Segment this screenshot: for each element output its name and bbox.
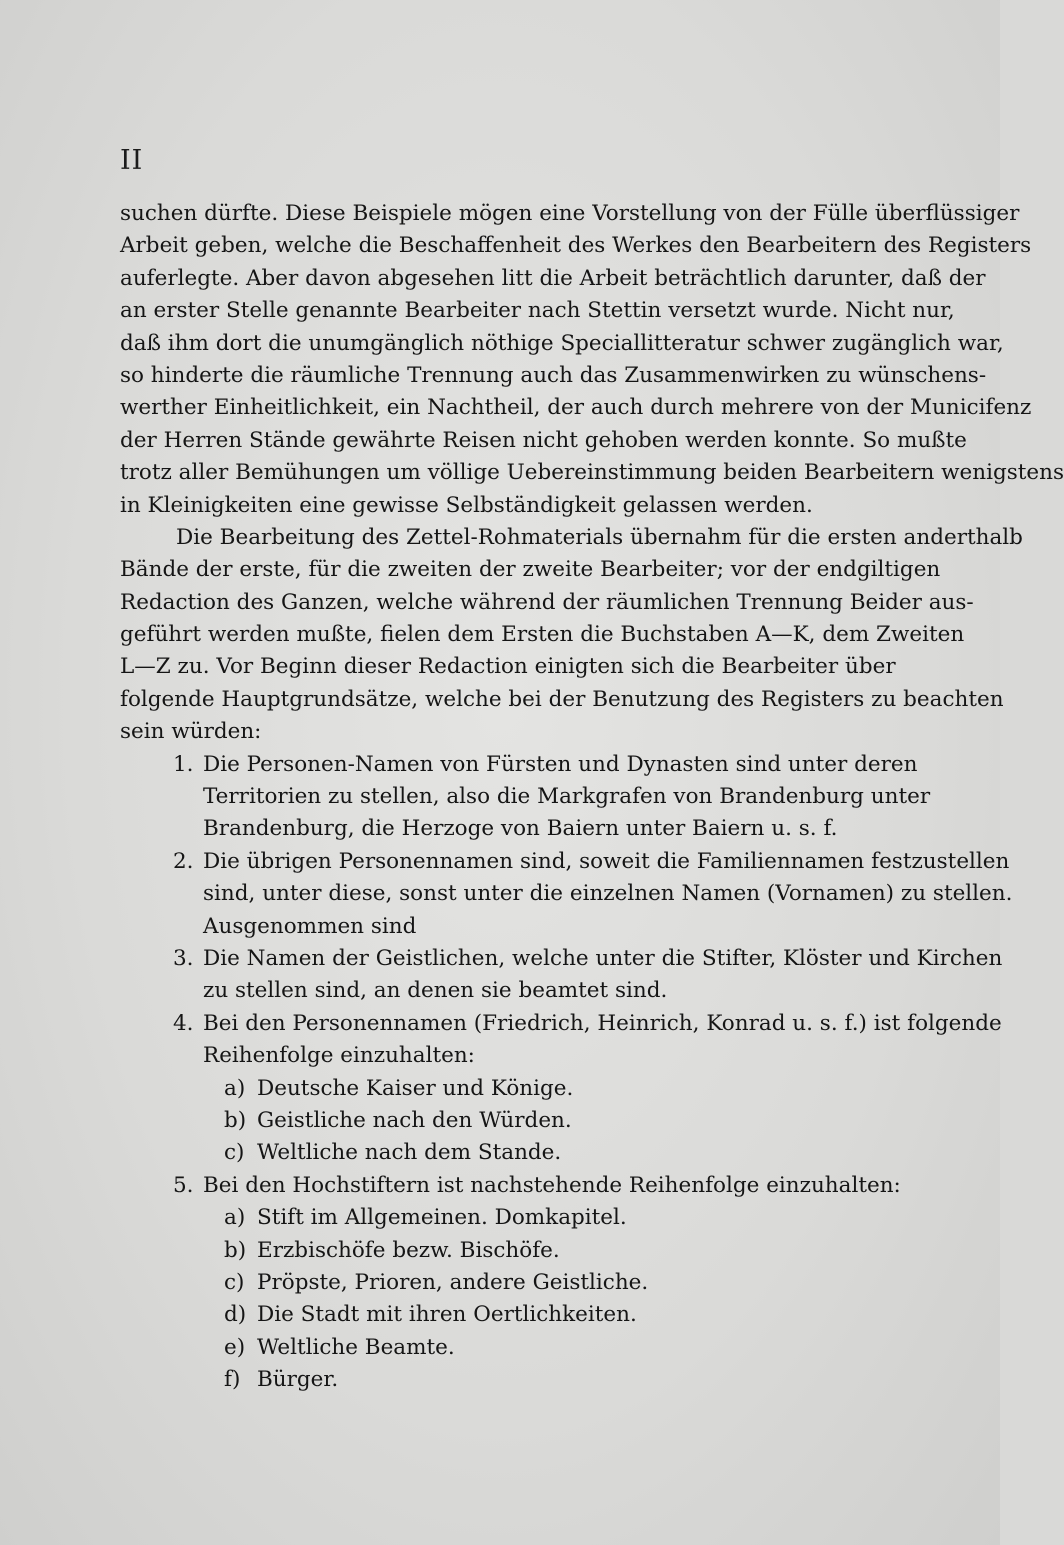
text-line: der Herren Stände gewährte Reisen nicht gehoben werden konnte. So mußte: [120, 427, 967, 453]
rule-5-sublist: [120, 1202, 868, 1396]
text-line: auferlegte. Aber davon abgesehen litt die Arbeit beträchtlich darunter, daß der: [120, 265, 986, 291]
text-line: Bei den Hochstiftern ist nachstehende Reihenfolge einzuhalten:: [203, 1172, 901, 1198]
text-line: sind, unter diese, sonst unter die einzelnen Namen (Vornamen) zu stellen.: [203, 881, 1013, 907]
text-line: an erster Stelle genannte Bearbeiter nach Stettin versetzt wurde. Nicht nur,: [120, 298, 955, 324]
text-line: Die Personen-Namen von Fürsten und Dynasten sind unter deren: [203, 751, 918, 777]
sub-item: [120, 1137, 868, 1169]
rule-number: 1.: [173, 751, 194, 777]
sub-item-letter: c): [224, 1269, 245, 1295]
text-line: in Kleinigkeiten eine gewisse Selbständigkeit gelassen werden.: [120, 492, 813, 518]
rule-item: [120, 1170, 901, 1202]
text-line: Territorien zu stellen, also die Markgrafen von Brandenburg unter: [203, 784, 931, 810]
text-line: Die Stadt mit ihren Oertlichkeiten.: [257, 1302, 637, 1328]
sub-item: [120, 1299, 868, 1331]
text-line: Die übrigen Personennamen sind, soweit die Familiennamen festzustellen: [203, 848, 1010, 874]
text-line: so hinderte die räumliche Trennung auch das Zusammenwirken zu wünschens-: [120, 362, 987, 388]
rule-item: [120, 1008, 1002, 1073]
text-line: zu stellen sind, an denen sie beamtet sind.: [203, 978, 668, 1004]
sub-item: [120, 1364, 868, 1396]
text-line: Redaction des Ganzen, welche während der räumlichen Trennung Beider aus-: [120, 589, 974, 615]
text-line: folgende Hauptgrundsätze, welche bei der Benutzung des Registers zu beachten: [120, 686, 1004, 712]
sub-item-letter: a): [224, 1205, 246, 1231]
text-line: Brandenburg, die Herzoge von Baiern unter Baiern u. s. f.: [203, 816, 838, 842]
rule-number: 5.: [173, 1172, 194, 1198]
text-line: Pröpste, Prioren, andere Geistliche.: [257, 1269, 649, 1295]
sub-item-letter: b): [224, 1237, 247, 1263]
sub-item: [120, 1202, 868, 1234]
text-line: geführt werden mußte, fielen dem Ersten die Buchstaben A—K, dem Zweiten: [120, 622, 965, 648]
rule-4-sublist: [120, 1073, 868, 1170]
text-line: werther Einheitlichkeit, ein Nachtheil, der auch durch mehrere von der Municifenz: [120, 395, 1032, 421]
sub-item-letter: f): [224, 1367, 241, 1393]
rule-number: 4.: [173, 1010, 194, 1036]
text-line: Geistliche nach den Würden.: [257, 1107, 572, 1133]
rule-item: [120, 846, 1013, 943]
sub-item: [120, 1267, 868, 1299]
text-line: Die Namen der Geistlichen, welche unter die Stifter, Klöster und Kirchen: [203, 945, 1003, 971]
sub-item-letter: c): [224, 1140, 245, 1166]
text-line: Bürger.: [257, 1367, 339, 1393]
rule-number: 3.: [173, 945, 194, 971]
page-number: II: [120, 145, 144, 176]
rule-item: [120, 943, 1003, 1008]
rules-list: [120, 749, 1013, 1073]
text-line: Reihenfolge einzuhalten:: [203, 1043, 475, 1069]
text-line: Die Bearbeitung des Zettel-Rohmaterials übernahm für die ersten anderthalb: [176, 524, 1023, 550]
text-line: L—Z zu. Vor Beginn dieser Redaction einigten sich die Bearbeiter über: [120, 654, 896, 680]
text-line: Deutsche Kaiser und Könige.: [257, 1075, 574, 1101]
text-line: Arbeit geben, welche die Beschaffenheit des Werkes den Bearbeitern des Registers: [120, 233, 1032, 259]
sub-item: [120, 1235, 868, 1267]
text-line: Bände der erste, für die zweiten der zweite Bearbeiter; vor der endgiltigen: [120, 557, 941, 583]
paragraph-1: [120, 198, 1064, 522]
text-line: trotz aller Bemühungen um völlige Uebereinstimmung beiden Bearbeitern wenigstens: [120, 460, 1064, 486]
sub-item-letter: d): [224, 1302, 247, 1328]
page-text: [120, 198, 1064, 1396]
sub-item-letter: e): [224, 1334, 246, 1360]
sub-item: [120, 1073, 868, 1105]
paragraph-2: [120, 522, 1023, 749]
text-line: suchen dürfte. Diese Beispiele mögen eine Vorstellung von der Fülle überflüssiger: [120, 201, 1020, 226]
text-line: Weltliche nach dem Stande.: [257, 1140, 562, 1166]
text-line: Weltliche Beamte.: [257, 1334, 455, 1360]
rule-number: 2.: [173, 848, 194, 874]
sub-item-letter: a): [224, 1075, 246, 1101]
text-line: daß ihm dort die unumgänglich nöthige Speciallitteratur schwer zugänglich war,: [120, 330, 1004, 356]
rules-list-continued: [120, 1170, 901, 1202]
text-line: sein würden:: [120, 719, 262, 745]
text-line: Stift im Allgemeinen. Domkapitel.: [257, 1205, 627, 1231]
text-line: Ausgenommen sind: [203, 913, 417, 939]
sub-item: [120, 1332, 868, 1364]
text-line: Bei den Personennamen (Friedrich, Heinrich, Konrad u. s. f.) ist folgende: [203, 1010, 1002, 1036]
sub-item-letter: b): [224, 1107, 247, 1133]
text-line: Erzbischöfe bezw. Bischöfe.: [257, 1237, 560, 1263]
rule-item: [120, 749, 931, 846]
sub-item: [120, 1105, 868, 1137]
